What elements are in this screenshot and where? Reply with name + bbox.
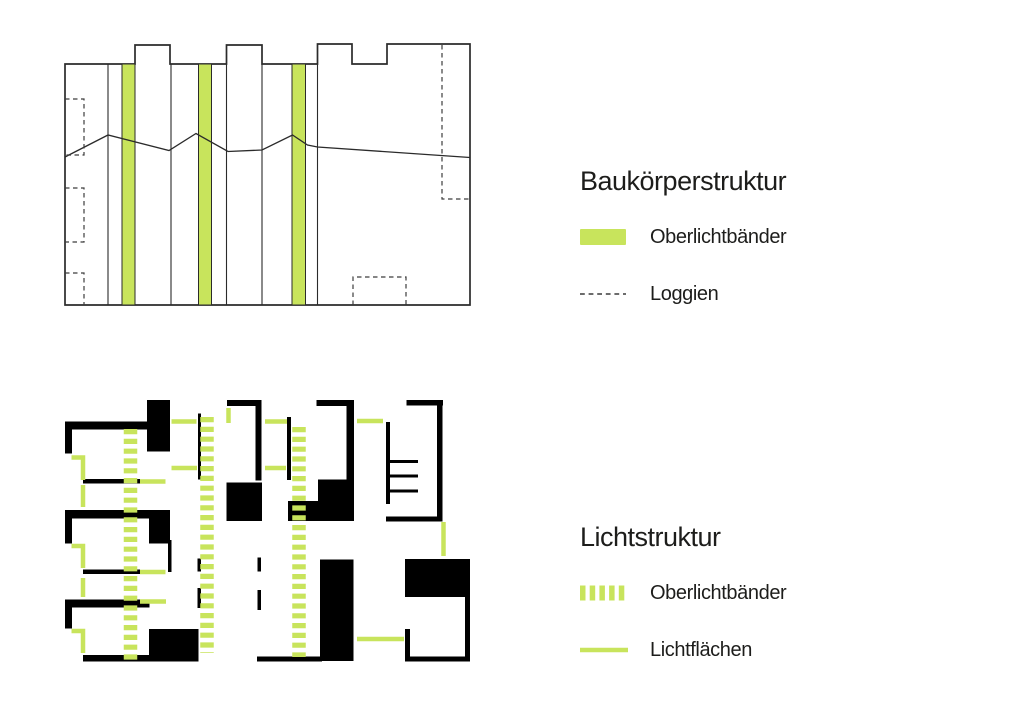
legend-row-oberlichtbaender-dashed xyxy=(580,582,786,604)
legend-lichtstruktur xyxy=(580,522,860,672)
legend-label: Loggien xyxy=(650,282,719,305)
floorplan-diagram xyxy=(60,395,475,667)
legend-label: Oberlichtbänder xyxy=(650,225,787,248)
solid-green-line-swatch xyxy=(580,641,628,659)
legend-title-lichtstruktur: Lichtstruktur xyxy=(580,522,721,552)
legend-title-baukoerperstruktur: Baukörperstruktur xyxy=(580,166,787,196)
legend-label: Lichtflächen xyxy=(650,638,752,661)
black-dashed-line-swatch xyxy=(580,285,628,303)
legend-row-oberlichtbaender xyxy=(580,226,786,248)
legend-row-lichtflaechen xyxy=(580,639,752,661)
legend-row-loggien xyxy=(580,283,718,305)
legend-baukoerperstruktur xyxy=(580,166,860,316)
solid-green-bar-swatch xyxy=(580,228,628,246)
legend-label: Oberlichtbänder xyxy=(650,581,787,604)
green-dashed-band-swatch xyxy=(580,584,628,602)
elevation-diagram xyxy=(60,40,480,312)
